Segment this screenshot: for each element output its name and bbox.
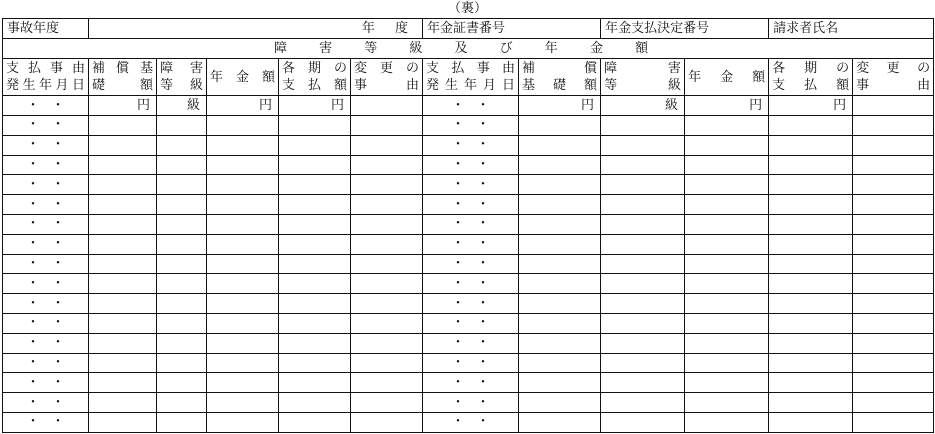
entry-cell[interactable] (157, 412, 207, 432)
entry-cell[interactable] (279, 135, 351, 155)
date-dots[interactable]: ・・ (3, 412, 89, 432)
entry-cell[interactable] (685, 195, 769, 215)
entry-cell[interactable] (89, 254, 157, 274)
cert-number-label[interactable]: 年金証書番号 (423, 19, 601, 39)
date-dots[interactable]: ・・ (3, 195, 89, 215)
entry-cell[interactable] (351, 234, 423, 254)
col-comp-base-header: 補償基 礎 額 (89, 59, 157, 96)
entry-cell[interactable] (685, 353, 769, 373)
entry-cell[interactable] (157, 214, 207, 234)
entry-cell[interactable] (157, 155, 207, 175)
entry-cell[interactable] (351, 412, 423, 432)
claimant-name-label[interactable]: 請求者氏名 (769, 19, 934, 39)
date-dots-right[interactable]: ・・ (423, 175, 519, 195)
entry-cell[interactable] (351, 393, 423, 413)
date-dots-right[interactable]: ・・ (423, 412, 519, 432)
table-row (3, 294, 934, 314)
section-title: 障 害 等 級 及 び 年 金 額 (3, 39, 934, 59)
table-row (3, 412, 934, 432)
entry-cell[interactable] (685, 254, 769, 274)
col-reason-header: 変更の 事 由 (351, 59, 423, 96)
entry-cell[interactable] (157, 353, 207, 373)
entry-cell[interactable] (89, 234, 157, 254)
entry-cell[interactable] (89, 313, 157, 333)
entry-cell[interactable] (769, 373, 853, 393)
entry-cell[interactable] (207, 353, 279, 373)
entry-cell[interactable] (89, 353, 157, 373)
entry-cell[interactable] (685, 313, 769, 333)
date-dots-right[interactable]: ・・ (423, 393, 519, 413)
entry-cell[interactable] (519, 393, 601, 413)
table-row (3, 313, 934, 333)
entry-cell[interactable] (351, 195, 423, 215)
entry-cell[interactable] (685, 116, 769, 136)
entry-cell[interactable] (279, 294, 351, 314)
col-grade-header: 障害 等級 (157, 59, 207, 96)
entry-cell[interactable] (207, 393, 279, 413)
back-side-label: （裏） (447, 1, 487, 16)
entry-cell[interactable] (853, 373, 934, 393)
entry-cell[interactable] (519, 254, 601, 274)
entry-cell[interactable] (519, 274, 601, 294)
accident-year-label: 事故年度 (3, 19, 89, 39)
unit-row (3, 96, 934, 116)
date-dots[interactable]: ・・ (3, 313, 89, 333)
date-dots[interactable]: ・・ (3, 175, 89, 195)
entry-cell[interactable] (853, 116, 934, 136)
entry-cell[interactable] (207, 313, 279, 333)
entry-cell[interactable] (89, 412, 157, 432)
decision-number-label[interactable]: 年金支払決定番号 (601, 19, 769, 39)
entry-cell[interactable] (685, 155, 769, 175)
date-dots-right[interactable]: ・・ (423, 254, 519, 274)
entry-cell[interactable] (519, 116, 601, 136)
entry-cell[interactable] (207, 373, 279, 393)
table-row (3, 274, 934, 294)
entry-cell[interactable] (769, 116, 853, 136)
entry-cell[interactable] (519, 234, 601, 254)
date-dots-right[interactable]: ・・ (423, 116, 519, 136)
entry-cell[interactable] (89, 195, 157, 215)
entry-cell[interactable] (207, 155, 279, 175)
entry-cell[interactable] (853, 412, 934, 432)
entry-cell[interactable] (601, 195, 685, 215)
entry-cell[interactable] (351, 175, 423, 195)
entry-cell[interactable] (769, 234, 853, 254)
col-reason-header-right: 変更の 事 由 (853, 59, 934, 96)
table-row (3, 155, 934, 175)
col-pay-date-header: 支払事由 発生年月日 (3, 59, 89, 96)
entry-cell[interactable] (351, 116, 423, 136)
entry-cell[interactable] (853, 175, 934, 195)
entry-cell[interactable] (89, 135, 157, 155)
entry-cell[interactable] (351, 373, 423, 393)
date-dots-right[interactable]: ・・ (423, 294, 519, 314)
date-dots[interactable]: ・・ (3, 234, 89, 254)
table-row (3, 195, 934, 215)
entry-cell[interactable] (519, 313, 601, 333)
grade-unit-right[interactable]: 級 (601, 96, 685, 116)
entry-cell[interactable] (769, 135, 853, 155)
entry-cell[interactable] (157, 274, 207, 294)
entry-cell[interactable] (157, 175, 207, 195)
entry-cell[interactable] (89, 155, 157, 175)
entry-cell[interactable] (519, 294, 601, 314)
entry-cell[interactable] (853, 155, 934, 175)
entry-cell[interactable] (601, 353, 685, 373)
entry-cell[interactable] (601, 294, 685, 314)
date-dots[interactable]: ・・ (3, 333, 89, 353)
date-dots[interactable]: ・・ (3, 393, 89, 413)
col-comp-base-header-right: 補 償 基礎額 (519, 59, 601, 96)
yen-unit-right[interactable]: 円 (519, 96, 601, 116)
entry-cell[interactable] (279, 155, 351, 175)
entry-cell[interactable] (279, 353, 351, 373)
entry-cell[interactable] (89, 333, 157, 353)
entry-cell[interactable] (207, 195, 279, 215)
entry-cell[interactable] (519, 155, 601, 175)
entry-cell[interactable] (207, 135, 279, 155)
entry-cell[interactable] (853, 234, 934, 254)
entry-cell[interactable] (769, 274, 853, 294)
entry-cell[interactable] (601, 214, 685, 234)
entry-cell[interactable] (351, 135, 423, 155)
entry-cell[interactable] (89, 294, 157, 314)
disability-pension-form-table (2, 18, 934, 433)
accident-year-field[interactable]: 年 度 (89, 19, 423, 39)
date-dots[interactable]: ・・ (3, 353, 89, 373)
entry-cell[interactable] (769, 393, 853, 413)
entry-cell[interactable] (207, 333, 279, 353)
entry-cell[interactable] (769, 313, 853, 333)
entry-cell[interactable] (207, 274, 279, 294)
entry-cell[interactable] (519, 214, 601, 234)
entry-cell[interactable] (769, 155, 853, 175)
entry-cell[interactable] (207, 234, 279, 254)
entry-cell[interactable] (601, 274, 685, 294)
col-annual-header: 年金額 (207, 59, 279, 96)
entry-cell[interactable] (279, 195, 351, 215)
col-period-pay-header-right: 各期の 支払額 (769, 59, 853, 96)
entry-cell[interactable] (279, 313, 351, 333)
entry-cell[interactable] (853, 333, 934, 353)
entry-cell[interactable] (601, 135, 685, 155)
entry-cell[interactable] (207, 116, 279, 136)
date-dots[interactable]: ・・ (3, 135, 89, 155)
entry-cell[interactable] (207, 412, 279, 432)
table-row (3, 116, 934, 136)
entry-cell[interactable] (853, 313, 934, 333)
entry-cell[interactable] (519, 195, 601, 215)
entry-cell[interactable] (157, 195, 207, 215)
entry-cell[interactable] (279, 116, 351, 136)
header-row (3, 19, 934, 39)
table-row (3, 135, 934, 155)
date-dots[interactable]: ・・ (3, 116, 89, 136)
entry-cell[interactable] (769, 333, 853, 353)
table-row (3, 333, 934, 353)
entry-cell[interactable] (601, 155, 685, 175)
entry-cell[interactable] (89, 393, 157, 413)
yen-unit[interactable]: 円 (89, 96, 157, 116)
entry-cell[interactable] (769, 294, 853, 314)
date-dots-right[interactable]: ・・ (423, 333, 519, 353)
reason-cell[interactable] (351, 96, 423, 116)
entry-cell[interactable] (157, 294, 207, 314)
entry-cell[interactable] (89, 274, 157, 294)
entry-cell[interactable] (89, 373, 157, 393)
yen-unit-right[interactable]: 円 (769, 96, 853, 116)
entry-cell[interactable] (853, 294, 934, 314)
entry-cell[interactable] (207, 175, 279, 195)
entry-cell[interactable] (351, 155, 423, 175)
table-row (3, 214, 934, 234)
entry-cell[interactable] (601, 116, 685, 136)
date-dots[interactable]: ・・ (3, 294, 89, 314)
entry-cell[interactable] (769, 254, 853, 274)
date-dots[interactable]: ・・ (3, 274, 89, 294)
entry-cell[interactable] (89, 116, 157, 136)
section-title-row (3, 39, 934, 59)
date-dots[interactable]: ・・ (3, 155, 89, 175)
entry-cell[interactable] (685, 135, 769, 155)
entry-cell[interactable] (769, 353, 853, 373)
entry-cell[interactable] (207, 294, 279, 314)
col-annual-header-right: 年金額 (685, 59, 769, 96)
date-dots-right[interactable]: ・・ (423, 274, 519, 294)
date-dots[interactable]: ・・ (3, 214, 89, 234)
date-dots-right[interactable]: ・・ (423, 373, 519, 393)
date-dots-right[interactable]: ・・ (423, 195, 519, 215)
entry-cell[interactable] (351, 274, 423, 294)
date-dots-right[interactable]: ・・ (423, 155, 519, 175)
entry-cell[interactable] (351, 333, 423, 353)
entry-cell[interactable] (351, 214, 423, 234)
date-dots-right[interactable]: ・・ (423, 135, 519, 155)
entry-cell[interactable] (601, 412, 685, 432)
date-dots[interactable]: ・・ (3, 96, 89, 116)
entry-cell[interactable] (853, 195, 934, 215)
entry-cell[interactable] (853, 393, 934, 413)
date-dots-right[interactable]: ・・ (423, 313, 519, 333)
entry-cell[interactable] (601, 234, 685, 254)
entry-cell[interactable] (279, 175, 351, 195)
entry-cell[interactable] (519, 373, 601, 393)
entry-cell[interactable] (157, 234, 207, 254)
entry-cell[interactable] (601, 333, 685, 353)
column-header-row (3, 59, 934, 96)
entry-cell[interactable] (769, 214, 853, 234)
entry-cell[interactable] (519, 175, 601, 195)
entry-cell[interactable] (157, 135, 207, 155)
entry-cell[interactable] (519, 333, 601, 353)
entry-cell[interactable] (853, 214, 934, 234)
entry-cell[interactable] (279, 214, 351, 234)
date-dots[interactable]: ・・ (3, 373, 89, 393)
entry-cell[interactable] (601, 254, 685, 274)
entry-cell[interactable] (853, 274, 934, 294)
entry-cell[interactable] (279, 333, 351, 353)
entry-cell[interactable] (89, 214, 157, 234)
entry-cell[interactable] (685, 333, 769, 353)
entry-cell[interactable] (351, 313, 423, 333)
entry-cell[interactable] (279, 393, 351, 413)
table-row (3, 254, 934, 274)
col-pay-date-header-right: 支払事由 発生年月日 (423, 59, 519, 96)
entry-cell[interactable] (685, 274, 769, 294)
entry-cell[interactable] (519, 353, 601, 373)
reason-cell-right[interactable] (853, 96, 934, 116)
col-period-pay-header: 各期の 支払額 (279, 59, 351, 96)
entry-cell[interactable] (601, 393, 685, 413)
entry-cell[interactable] (601, 373, 685, 393)
entry-cell[interactable] (685, 373, 769, 393)
entry-cell[interactable] (157, 393, 207, 413)
entry-cell[interactable] (207, 214, 279, 234)
entry-cell[interactable] (279, 274, 351, 294)
table-row (3, 175, 934, 195)
table-row (3, 234, 934, 254)
entry-cell[interactable] (853, 135, 934, 155)
yen-unit[interactable]: 円 (207, 96, 279, 116)
col-grade-header-right: 障 害 等 級 (601, 59, 685, 96)
grade-unit[interactable]: 級 (157, 96, 207, 116)
entry-cell[interactable] (853, 254, 934, 274)
date-dots-right[interactable]: ・・ (423, 353, 519, 373)
entry-cell[interactable] (351, 353, 423, 373)
entry-cell[interactable] (519, 412, 601, 432)
entry-cell[interactable] (685, 214, 769, 234)
entry-cell[interactable] (769, 195, 853, 215)
entry-cell[interactable] (157, 373, 207, 393)
entry-cell[interactable] (157, 254, 207, 274)
entry-cell[interactable] (769, 412, 853, 432)
entry-cell[interactable] (207, 254, 279, 274)
entry-cell[interactable] (157, 116, 207, 136)
entry-cell[interactable] (685, 234, 769, 254)
yen-unit[interactable]: 円 (279, 96, 351, 116)
table-row (3, 393, 934, 413)
entry-cell[interactable] (519, 135, 601, 155)
entry-cell[interactable] (157, 313, 207, 333)
table-row (3, 373, 934, 393)
entry-cell[interactable] (601, 175, 685, 195)
yen-unit-right[interactable]: 円 (685, 96, 769, 116)
entry-cell[interactable] (351, 254, 423, 274)
entry-cell[interactable] (351, 294, 423, 314)
entry-cell[interactable] (685, 175, 769, 195)
entry-cell[interactable] (853, 353, 934, 373)
entry-cell[interactable] (279, 234, 351, 254)
entry-cell[interactable] (685, 393, 769, 413)
date-dots[interactable]: ・・ (3, 254, 89, 274)
entry-cell[interactable] (157, 333, 207, 353)
entry-cell[interactable] (89, 175, 157, 195)
entry-cell[interactable] (601, 313, 685, 333)
entry-cell[interactable] (279, 254, 351, 274)
date-dots-right[interactable]: ・・ (423, 234, 519, 254)
table-row (3, 353, 934, 373)
entry-cell[interactable] (685, 294, 769, 314)
date-dots-right[interactable]: ・・ (423, 214, 519, 234)
entry-cell[interactable] (685, 412, 769, 432)
date-dots-right[interactable]: ・・ (423, 96, 519, 116)
entry-cell[interactable] (279, 412, 351, 432)
entry-cell[interactable] (769, 175, 853, 195)
entry-cell[interactable] (279, 373, 351, 393)
